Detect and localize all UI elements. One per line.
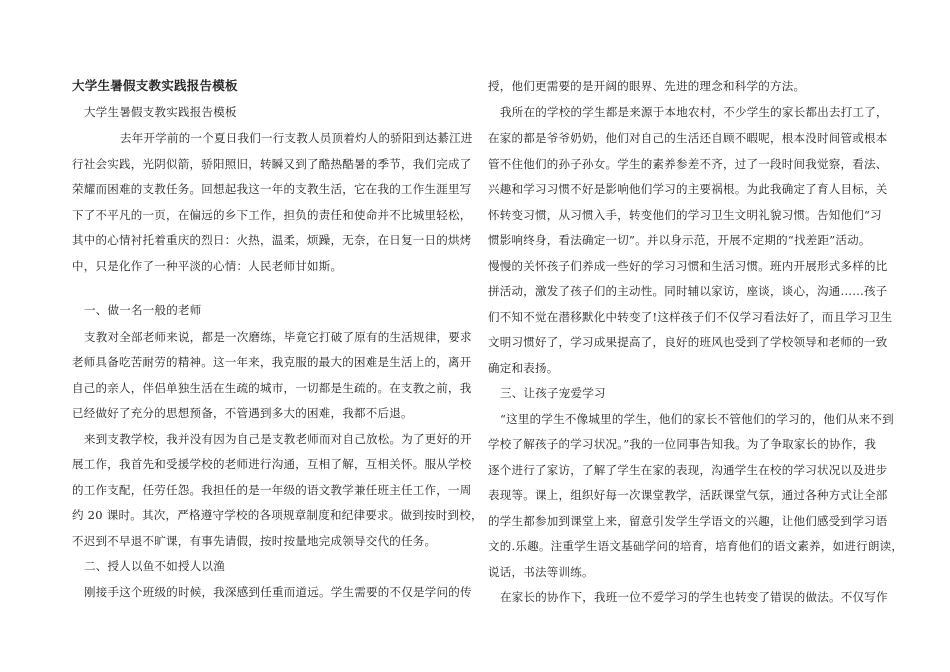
text-line: 拼活动，激发了孩子们的主动性。同时辅以家访，座谈，谈心，沟通……孩子: [488, 284, 888, 298]
text-line: 文明习惯好了，学习成果提高了，良好的班风也受到了学校领导和老师的一致: [488, 335, 888, 349]
section-heading: 三、让孩子宠爱学习: [500, 386, 606, 400]
text-line: 刚接手这个班级的时候，我深感到任重而道远。学生需要的不仅是学问的传: [84, 585, 472, 599]
text-line: 文的.乐趣。注重学生语文基础学问的培育，培育他们的语文素养，如进行朗读，: [488, 539, 904, 553]
text-line: 怀转变习惯，从习惯入手，转变他们的学习卫生文明礼貌习惯。告知他们“习: [488, 208, 882, 222]
text-line: 学校了解孩子的学习状况。”我的一位同事告知我。为了争取家长的协作，我: [488, 437, 877, 451]
text-line: 授，他们更需要的是开阔的眼界、先进的理念和科学的方法。: [488, 79, 806, 93]
text-line: 荣耀而困难的支教任务。回想起我这一年的支教生活，它在我的工作生涯里写: [72, 182, 472, 196]
text-line: 中，只是化作了一种平淡的心情：人民老师甘如斯。: [72, 259, 343, 273]
text-line: 老师具备吃苦耐劳的精神。这一年来，我克服的最大的困难是生活上的，离开: [72, 355, 472, 369]
text-line: 们不知不觉在潜移默化中转变了!这样孩子们不仅学习看法好了，而且学习卫生: [488, 310, 893, 324]
text-line: 展工作，我首先和受援学校的老师进行沟通，互相了解，互相关怀。服从学校: [72, 457, 472, 471]
text-line: 已经做好了充分的思想预备，不管遇到多大的困难，我都不后退。: [72, 406, 413, 420]
text-line: 自己的亲人，伴侣单独生活在生疏的城市，一切都是生疏的。在支教之前，我: [72, 381, 472, 395]
text-line: 在家的都是爷爷奶奶，他们对自己的生活还自顾不暇呢，根本没时间管或根本: [488, 131, 888, 145]
text-line: 管不住他们的孙子孙女。学生的素养参差不齐，过了一段时间我觉察，看法、: [488, 157, 888, 171]
text-line: 支教对全部老师来说，都是一次磨练，毕竟它打破了原有的生活规律，要求: [84, 330, 472, 344]
page-title: 大学生暑假支教实践报告模板: [72, 78, 238, 93]
text-line: 下了不平凡的一页，在偏远的乡下工作，担负的责任和使命并不比城里轻松，: [72, 208, 472, 222]
text-line: “这里的学生不像城里的学生，他们的家长不管他们的学习的，他们从来不到: [500, 412, 894, 426]
text-line: 行社会实践，光阴似箭，骄阳照旧，转瞬又到了酷热酷暑的季节，我们完成了: [72, 157, 472, 171]
text-line: 的学生都参加到课堂上来，留意引发学生学语文的兴趣，让他们感受到学习语: [488, 514, 888, 528]
text-line: 来到支教学校，我并没有因为自己是支教老师而对自己放松。为了更好的开: [84, 432, 472, 446]
text-line: 去年开学前的一个夏日我们一行支教人员顶着灼人的骄阳到达綦江进: [120, 131, 473, 145]
text-line: 逐个进行了家访，了解了学生在家的表现，沟通学生在校的学习状况以及进步: [488, 463, 888, 477]
text-line: 兴趣和学习习惯不好是影响他们学习的主要祸根。为此我确定了育人目标，关: [488, 182, 888, 196]
text-line: 惯影响终身，看法确定一切”。并以身示范，开展不定期的“找差距”活动。: [488, 233, 871, 247]
text-line: 的工作支配，任劳任怨。我担任的是一年级的语文教学兼任班主任工作，一周: [72, 483, 472, 497]
text-line: 不迟到不早退不旷课，有事先请假，按时按量地完成领导交代的任务。: [72, 534, 437, 548]
text-line: 说话，书法等训练。: [488, 565, 594, 579]
text-line: 其中的心情衬托着重庆的烈日：火热，温柔，烦躁，无奈，在日复一日的烘烤: [72, 233, 472, 247]
text-line: 表现等。课上，组织好每一次课堂教学，活跃课堂气氛，通过各种方式让全部: [488, 488, 888, 502]
text-line: 确定和表扬。: [488, 361, 559, 375]
text-line: 约 20 课时。其次，严格遵守学校的各项规章制度和纪律要求。做到按时到校，: [72, 508, 483, 522]
text-line: 慢慢的关怀孩子们养成一些好的学习习惯和生活习惯。班内开展形式多样的比: [488, 259, 888, 273]
subtitle-line: 大学生暑假支教实践报告模板: [84, 105, 237, 119]
text-line: 在家长的协作下，我班一位不爱学习的学生也转变了错误的做法。不仅写作: [500, 590, 888, 604]
section-heading: 二、授人以鱼不如授人以渔: [84, 559, 225, 573]
section-heading: 一、做一名一般的老师: [84, 303, 202, 317]
text-line: 我所在的学校的学生都是来源于本地农村，不少学生的家长都出去打工了，: [500, 105, 888, 119]
